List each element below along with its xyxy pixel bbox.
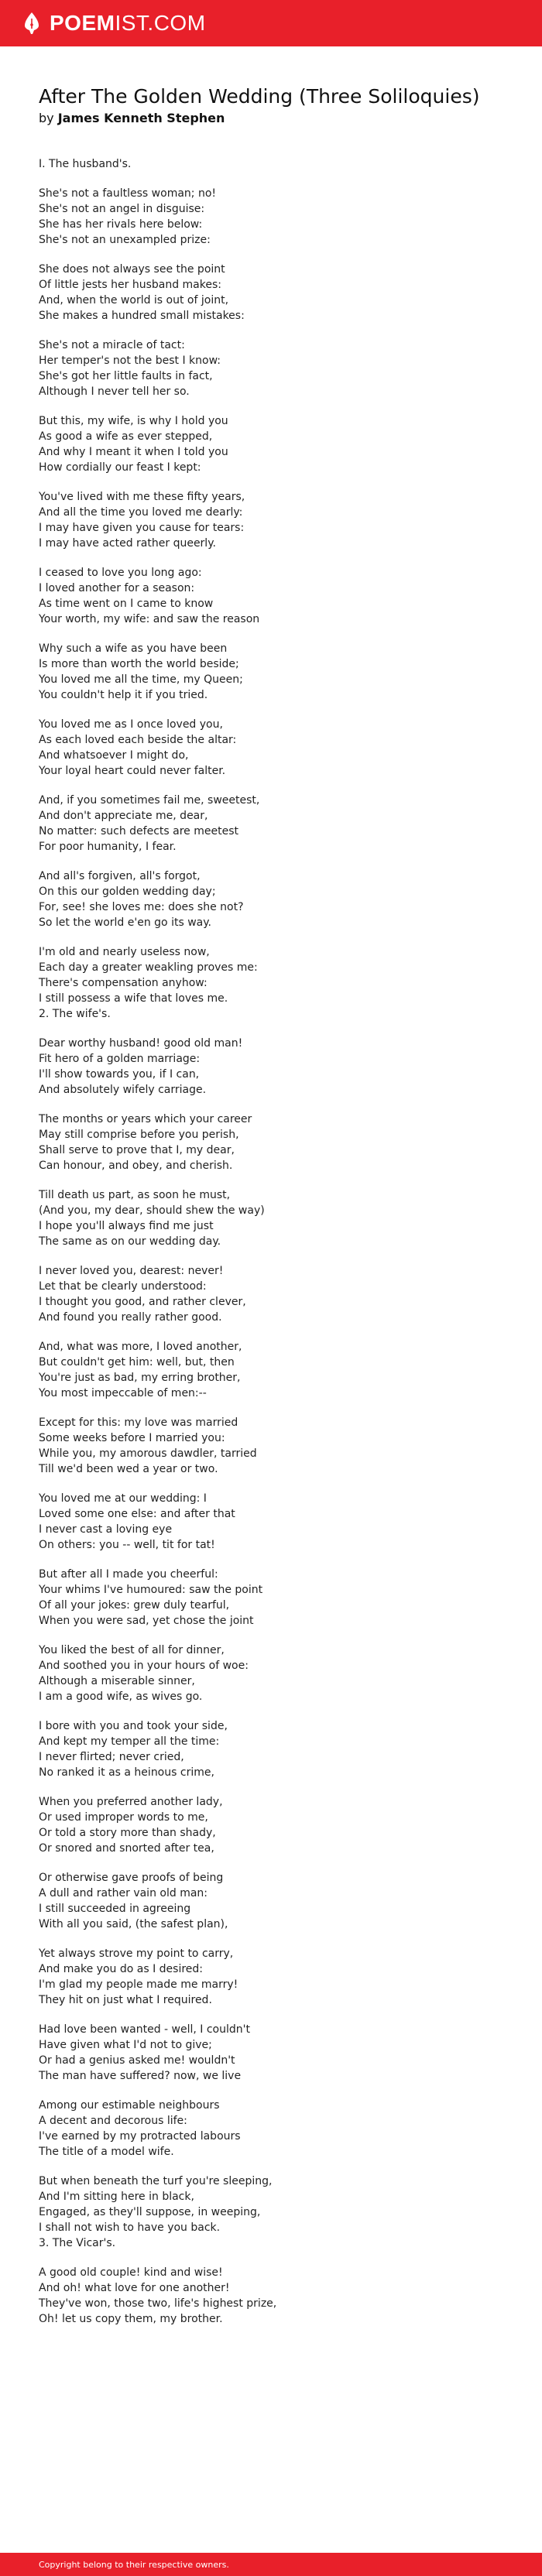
poem-line: Yet always strove my point to carry, — [39, 1947, 234, 1960]
poem-line: I've earned by my protracted labours — [39, 2130, 241, 2143]
poem-stanza — [39, 1794, 519, 1856]
poem-content — [39, 84, 519, 2341]
poem-line: You couldn't help it if you tried. — [39, 689, 208, 701]
poem-line: Some weeks before I married you: — [39, 1432, 225, 1444]
poem-line: As each loved each beside the altar: — [39, 734, 237, 746]
poem-stanza — [39, 413, 519, 475]
poem-line: And why I meant it when I told you — [39, 446, 228, 458]
poem-line: On this our golden wedding day; — [39, 886, 216, 898]
poem-stanza — [39, 1036, 519, 1098]
poem-line: And oh! what love for one another! — [39, 2282, 230, 2294]
poem-line: Fit hero of a golden marriage: — [39, 1053, 201, 1065]
poem-line: Your worth, my wife: and saw the reason — [39, 613, 260, 625]
poem-line: 2. The wife's. — [39, 1008, 111, 1020]
poem-line: Engaged, as they'll suppose, in weeping, — [39, 2206, 261, 2218]
poem-line: Had love been wanted - well, I couldn't — [39, 2023, 250, 2036]
poem-line: I may have acted rather queerly. — [39, 537, 216, 550]
poem-line: As time went on I came to know — [39, 598, 214, 610]
poem-line: I am a good wife, as wives go. — [39, 1690, 203, 1703]
poem-line: Her temper's not the best I know: — [39, 355, 221, 367]
poem-line: Dear worthy husband! good old man! — [39, 1037, 243, 1050]
poem-line: Of all your jokes: grew duly tearful, — [39, 1599, 230, 1612]
poem-line: But when beneath the turf you're sleeping, — [39, 2175, 273, 2187]
poem-line: I bore with you and took your side, — [39, 1720, 228, 1732]
poem-line: Why such a wife as you have been — [39, 642, 228, 655]
site-logo-text — [50, 11, 206, 36]
poem-line: And whatsoever I might do, — [39, 749, 189, 762]
poem-line: For poor humanity, I fear. — [39, 841, 177, 853]
poem-line: May still comprise before you perish, — [39, 1129, 239, 1141]
poem-stanza — [39, 2098, 519, 2160]
poem-stanza — [39, 717, 519, 779]
poem-stanza — [39, 489, 519, 551]
poem-line: (And you, my dear, should shew the way) — [39, 1204, 265, 1217]
poem-line: I'm glad my people made me marry! — [39, 1978, 238, 1991]
poem-line: And all the time you loved me dearly: — [39, 506, 243, 519]
poem-line: I still possess a wife that loves me. — [39, 992, 228, 1005]
poem-line: She has her rivals here below: — [39, 218, 203, 231]
poem-stanza — [39, 2265, 519, 2327]
poem-stanza — [39, 1643, 519, 1704]
quill-pen-icon — [23, 12, 40, 35]
poem-line: A decent and decorous life: — [39, 2115, 187, 2127]
site-footer — [0, 2553, 542, 2576]
poem-stanza — [39, 641, 519, 703]
poem-stanza — [39, 1718, 519, 1780]
poem-line: I shall not wish to have you back. — [39, 2221, 221, 2234]
poem-line: I may have given you cause for tears: — [39, 522, 245, 534]
poem-line: And, if you sometimes fail me, sweetest, — [39, 794, 260, 807]
poem-stanza — [39, 1415, 519, 1477]
poem-line: She does not always see the point — [39, 263, 225, 276]
poem-line: And all's forgiven, all's forgot, — [39, 870, 201, 882]
poem-line: Loved some one else: and after that — [39, 1508, 235, 1520]
poem-line: Till we'd been wed a year or two. — [39, 1463, 218, 1475]
poem-line: And, what was more, I loved another, — [39, 1341, 242, 1353]
poem-line: The man have suffered? now, we live — [39, 2070, 242, 2082]
poem-line: As good a wife as ever stepped, — [39, 430, 213, 443]
poem-line: I never loved you, dearest: never! — [39, 1265, 224, 1277]
poem-line: She's got her little faults in fact, — [39, 370, 213, 382]
poem-stanza — [39, 1263, 519, 1325]
author-link[interactable]: James Kenneth Stephen — [57, 111, 225, 125]
poem-line: While you, my amorous dawdler, tarried — [39, 1447, 257, 1460]
site-header — [0, 0, 542, 46]
poem-stanza — [39, 2174, 519, 2251]
poem-line: Although I never tell her so. — [39, 385, 190, 398]
poem-line: She's not an unexampled prize: — [39, 234, 211, 246]
poem-line: She's not a miracle of tact: — [39, 339, 185, 351]
poem-stanza — [39, 1567, 519, 1629]
poem-line: No matter: such defects are meetest — [39, 825, 238, 838]
poem-stanza — [39, 1112, 519, 1173]
poem-line: The same as on our wedding day. — [39, 1235, 221, 1248]
poem-line: Your loyal heart could never falter. — [39, 765, 226, 777]
poem-line: Can honour, and obey, and cherish. — [39, 1160, 233, 1172]
poem-stanza — [39, 793, 519, 855]
poem-line: Except for this: my love was married — [39, 1416, 238, 1429]
poem-line: Of little jests her husband makes: — [39, 279, 221, 291]
poem-stanza — [39, 1870, 519, 1932]
poem-stanza — [39, 1491, 519, 1553]
poem-line: She makes a hundred small mistakes: — [39, 310, 245, 322]
poem-line: Is more than worth the world beside; — [39, 658, 239, 670]
poem-line: Each day a greater weakling proves me: — [39, 961, 258, 974]
poem-line: Or snored and snorted after tea, — [39, 1842, 214, 1855]
poem-line: A good old couple! kind and wise! — [39, 2266, 223, 2279]
poem-line: You most impeccable of men:-- — [39, 1387, 207, 1399]
poem-line: I never flirted; never cried, — [39, 1751, 184, 1763]
poem-line: Till death us part, as soon he must, — [39, 1189, 231, 1201]
poem-line: Your whims I've humoured: saw the point — [39, 1584, 263, 1596]
poem-stanza — [39, 1946, 519, 2008]
poem-stanza — [39, 565, 519, 627]
poem-line: Among our estimable neighbours — [39, 2099, 220, 2112]
poem-line: I. The husband's. — [39, 158, 132, 170]
poem-stanza — [39, 156, 519, 172]
poem-line: And I'm sitting here in black, — [39, 2191, 194, 2203]
poem-line: You loved me at our wedding: I — [39, 1492, 207, 1505]
poem-line: With all you said, (the safest plan), — [39, 1918, 228, 1930]
poem-line: Shall serve to prove that I, my dear, — [39, 1144, 235, 1156]
poem-line: Or told a story more than shady, — [39, 1827, 216, 1839]
poem-line: On others: you -- well, tit for tat! — [39, 1539, 215, 1551]
poem-stanza — [39, 944, 519, 1022]
poem-line: They've won, those two, life's highest prize, — [39, 2297, 277, 2310]
poem-line: Or had a genius asked me! wouldn't — [39, 2054, 235, 2067]
poem-line: I still succeeded in agreeing — [39, 1903, 191, 1915]
logo-bold-text: POEM — [50, 11, 115, 35]
poem-line: Let that be clearly understood: — [39, 1280, 207, 1293]
poem-stanza — [39, 1187, 519, 1249]
poem-stanza — [39, 1339, 519, 1401]
poem-line: A dull and rather vain old man: — [39, 1887, 208, 1899]
poem-line: And absolutely wifely carriage. — [39, 1084, 207, 1096]
poem-title: After The Golden Wedding (Three Soliloquies) — [39, 85, 480, 108]
poem-body — [39, 156, 519, 2327]
poem-byline — [39, 110, 519, 127]
poem-line: She's not a faultless woman; no! — [39, 187, 216, 200]
poem-line: I hope you'll always find me just — [39, 1220, 214, 1232]
poem-line: For, see! she loves me: does she not? — [39, 901, 244, 913]
poem-line: But couldn't get him: well, but, then — [39, 1356, 235, 1368]
poem-line: And soothed you in your hours of woe: — [39, 1660, 249, 1672]
copyright-notice: Copyright belong to their respective owners. — [39, 2559, 229, 2570]
poem-line: You're just as bad, my erring brother, — [39, 1372, 241, 1384]
poem-line: There's compensation anyhow: — [39, 977, 208, 989]
poem-line: She's not an angel in disguise: — [39, 203, 205, 215]
poem-stanza — [39, 262, 519, 324]
poem-stanza — [39, 337, 519, 399]
poem-line: How cordially our feast I kept: — [39, 461, 201, 474]
poem-line: No ranked it as a heinous crime, — [39, 1766, 214, 1779]
poem-line: And kept my temper all the time: — [39, 1735, 220, 1748]
poem-line: I'll show towards you, if I can, — [39, 1068, 200, 1081]
poem-line: Have given what I'd not to give; — [39, 2039, 212, 2051]
poem-line: I ceased to love you long ago: — [39, 567, 202, 579]
poem-line: Although a miserable sinner, — [39, 1675, 195, 1687]
poem-line: Oh! let us copy them, my brother. — [39, 2313, 223, 2325]
poem-line: The title of a model wife. — [39, 2146, 174, 2158]
by-label: by — [39, 111, 54, 125]
poem-line: And found you really rather good. — [39, 1311, 222, 1324]
poem-line: You loved me all the time, my Queen; — [39, 673, 243, 686]
poem-line: So let the world e'en go its way. — [39, 916, 211, 929]
poem-line: Or otherwise gave proofs of being — [39, 1872, 224, 1884]
poem-line: And make you do as I desired: — [39, 1963, 204, 1975]
poem-line: 3. The Vicar's. — [39, 2237, 116, 2249]
poem-line: But after all I made you cheerful: — [39, 1568, 218, 1581]
poem-line: I'm old and nearly useless now, — [39, 946, 210, 958]
site-logo[interactable] — [23, 11, 206, 36]
poem-line: I loved another for a season: — [39, 582, 195, 594]
poem-line: I thought you good, and rather clever, — [39, 1296, 246, 1308]
poem-stanza — [39, 186, 519, 248]
poem-line: You've lived with me these fifty years, — [39, 491, 245, 503]
poem-line: They hit on just what I required. — [39, 1994, 212, 2006]
poem-line: But this, my wife, is why I hold you — [39, 415, 228, 427]
poem-line: When you preferred another lady, — [39, 1796, 223, 1808]
logo-light-text: IST.COM — [115, 11, 206, 35]
poem-line: And don't appreciate me, dear, — [39, 810, 208, 822]
poem-line: When you were sad, yet chose the joint — [39, 1615, 254, 1627]
poem-stanza — [39, 868, 519, 930]
poem-line: And, when the world is out of joint, — [39, 294, 229, 307]
poem-stanza — [39, 2022, 519, 2084]
poem-line: I never cast a loving eye — [39, 1523, 173, 1536]
poem-line: You loved me as I once loved you, — [39, 718, 223, 731]
poem-line: The months or years which your career — [39, 1113, 252, 1125]
poem-line: Or used improper words to me, — [39, 1811, 208, 1824]
poem-line: You liked the best of all for dinner, — [39, 1644, 225, 1656]
